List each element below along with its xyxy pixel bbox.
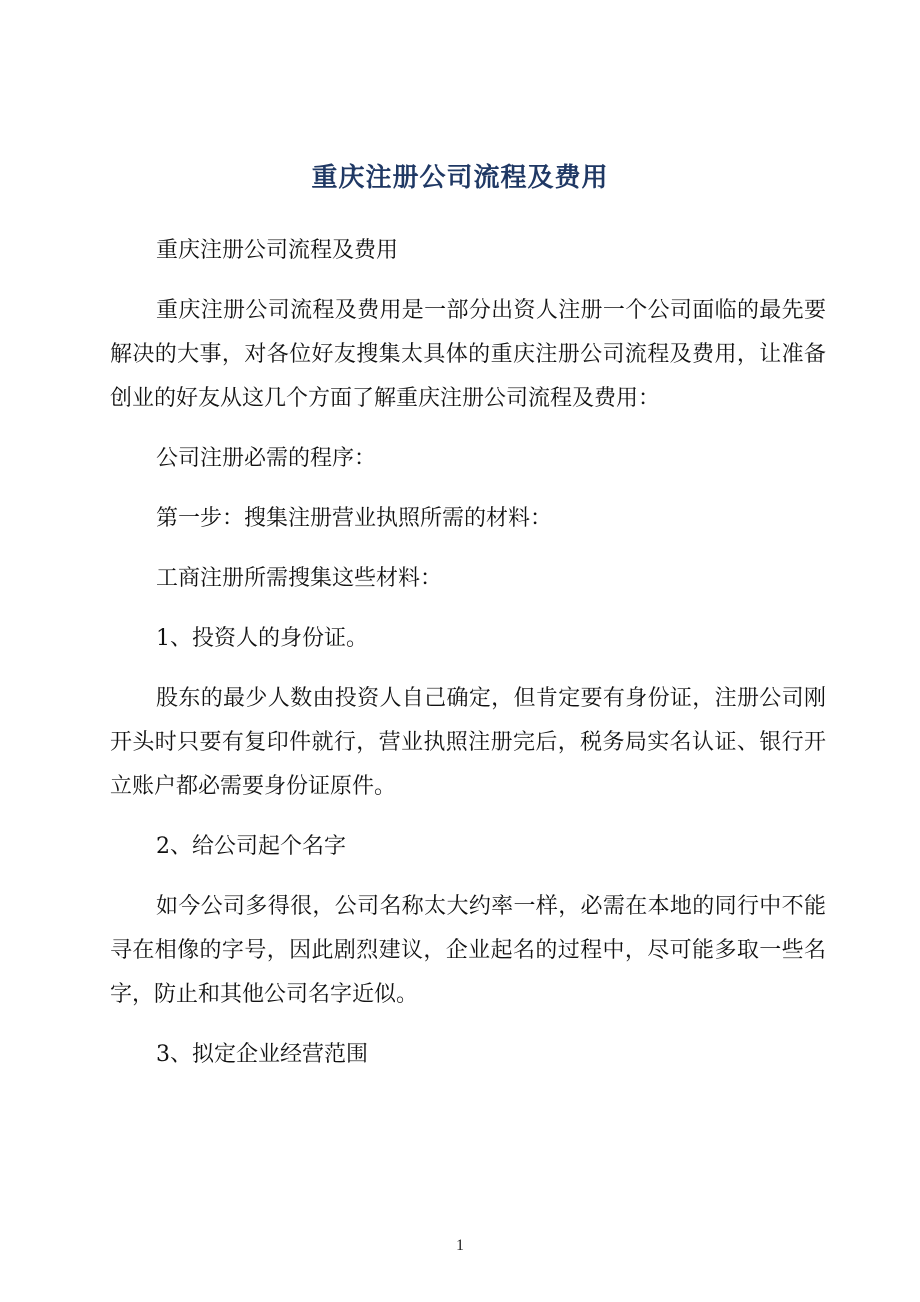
paragraph: 重庆注册公司流程及费用 bbox=[156, 238, 399, 263]
paragraph: 工商注册所需搜集这些材料： bbox=[156, 566, 443, 591]
list-item: 1、投资人的身份证。 bbox=[156, 626, 368, 651]
document-title: 重庆注册公司流程及费用 bbox=[311, 163, 609, 193]
paragraph: 公司注册必需的程序： bbox=[156, 446, 377, 471]
paragraph: 如今公司多得很，公司名称太大约率一样，必需在本地的同行中不能寻在相像的字号，因此剧烈建议，企业起名的过程中，尽可能多取一些名字，防止和其他公司名字近似。 bbox=[110, 894, 826, 1007]
paragraph: 重庆注册公司流程及费用是一部分出资人注册一个公司面临的最先要解决的大事，对各位好友搜集太具体的重庆注册公司流程及费用，让准备创业的好友从这几个方面了解重庆注册公司流程及费用： bbox=[110, 298, 826, 411]
document-body bbox=[110, 229, 826, 1093]
page-number: 1 bbox=[456, 1237, 464, 1254]
list-item: 2、给公司起个名字 bbox=[156, 834, 346, 859]
list-item: 3、拟定企业经营范围 bbox=[156, 1042, 368, 1067]
paragraph: 股东的最少人数由投资人自己确定，但肯定要有身份证，注册公司刚开头时只要有复印件就行，营业执照注册完后，税务局实名认证、银行开立账户都必需要身份证原件。 bbox=[110, 686, 826, 799]
paragraph: 第一步：搜集注册营业执照所需的材料： bbox=[156, 506, 553, 531]
